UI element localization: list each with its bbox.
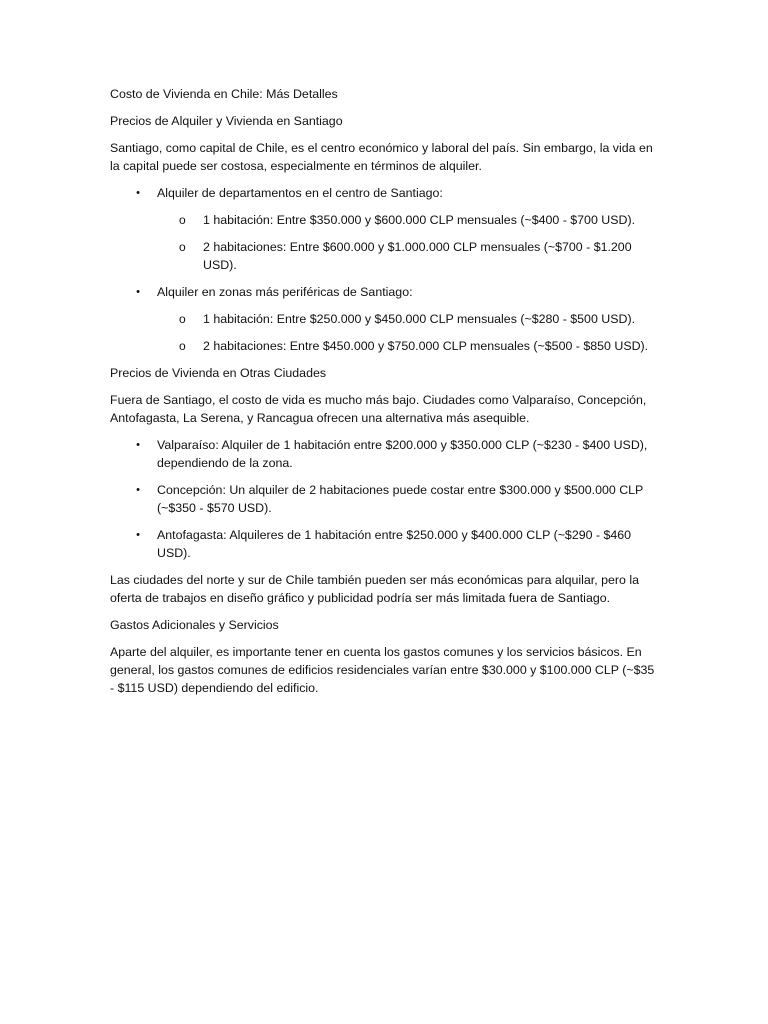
- document-title: Costo de Vivienda en Chile: Más Detalles: [110, 87, 338, 101]
- bullet-icon: •: [136, 187, 140, 199]
- sub-list-item-text: 1 habitación: Entre $350.000 y $600.000 CLP mensuales (~$400 - $700 USD).: [203, 213, 636, 227]
- other-cities-intro-paragraph: Fuera de Santiago, el costo de vida es mucho más bajo. Ciudades como Valparaíso, Concepción, Antofagasta, La Serena, y Rancagua ofrecen una alternativa más asequible.: [110, 393, 647, 425]
- sub-list-item-text: 1 habitación: Entre $250.000 y $450.000 CLP mensuales (~$280 - $500 USD).: [203, 312, 636, 326]
- sub-bullet-icon: o: [179, 213, 186, 227]
- sub-list-item-text: 2 habitaciones: Entre $450.000 y $750.000 CLP mensuales (~$500 - $850 USD).: [203, 339, 649, 353]
- section-heading-other-cities: Precios de Vivienda en Otras Ciudades: [110, 366, 327, 380]
- section-heading-additional-costs: Gastos Adicionales y Servicios: [110, 618, 279, 632]
- sub-list-item: [157, 310, 658, 328]
- list-item: [110, 184, 658, 274]
- list-item: [110, 526, 658, 562]
- list-item-text: Antofagasta: Alquileres de 1 habitación entre $250.000 y $400.000 CLP (~$290 - $460 USD).: [157, 528, 632, 560]
- sub-list-item: [157, 238, 658, 274]
- sub-bullet-icon: o: [179, 312, 186, 326]
- santiago-intro-paragraph: Santiago, como capital de Chile, es el centro económico y laboral del país. Sin embargo, la vida en la capital puede ser costosa, especialmente en términos de alquiler.: [110, 141, 653, 173]
- bullet-icon: •: [136, 529, 140, 541]
- list-item: [110, 436, 658, 472]
- additional-costs-paragraph: Aparte del alquiler, es importante tener en cuenta los gastos comunes y los servicios básicos. En general, los gastos comunes de edificios residenciales varían entre $30.000 y $100.000 CLP (~$35 - $115 USD) dependiendo del edificio.: [110, 645, 655, 695]
- bullet-icon: •: [136, 286, 140, 298]
- list-item-label: Alquiler de departamentos en el centro de Santiago:: [157, 186, 443, 200]
- list-item-text: Valparaíso: Alquiler de 1 habitación entre $200.000 y $350.000 CLP (~$230 - $400 USD), dependiendo de la zona.: [157, 438, 648, 470]
- other-cities-list: [110, 436, 658, 562]
- list-item: [110, 481, 658, 517]
- bullet-icon: •: [136, 484, 140, 496]
- santiago-rent-list: [110, 184, 658, 355]
- sub-list: [157, 211, 658, 274]
- section-heading-santiago: Precios de Alquiler y Vivienda en Santiago: [110, 114, 343, 128]
- list-item-text: Concepción: Un alquiler de 2 habitaciones puede costar entre $300.000 y $500.000 CLP (~$350 - $570 USD).: [157, 483, 644, 515]
- bullet-icon: •: [136, 439, 140, 451]
- sub-bullet-icon: o: [179, 339, 186, 353]
- sub-list-item: [157, 211, 658, 229]
- list-item-label: Alquiler en zonas más periféricas de Santiago:: [157, 285, 413, 299]
- list-item: [110, 283, 658, 355]
- sub-bullet-icon: o: [179, 240, 186, 254]
- sub-list: [157, 310, 658, 355]
- sub-list-item-text: 2 habitaciones: Entre $600.000 y $1.000.000 CLP mensuales (~$700 - $1.200 USD).: [203, 240, 632, 272]
- sub-list-item: [157, 337, 658, 355]
- other-cities-closing-paragraph: Las ciudades del norte y sur de Chile también pueden ser más económicas para alquilar, pero la oferta de trabajos en diseño gráfico y publicidad podría ser más limitada fuera de Santiago.: [110, 573, 639, 605]
